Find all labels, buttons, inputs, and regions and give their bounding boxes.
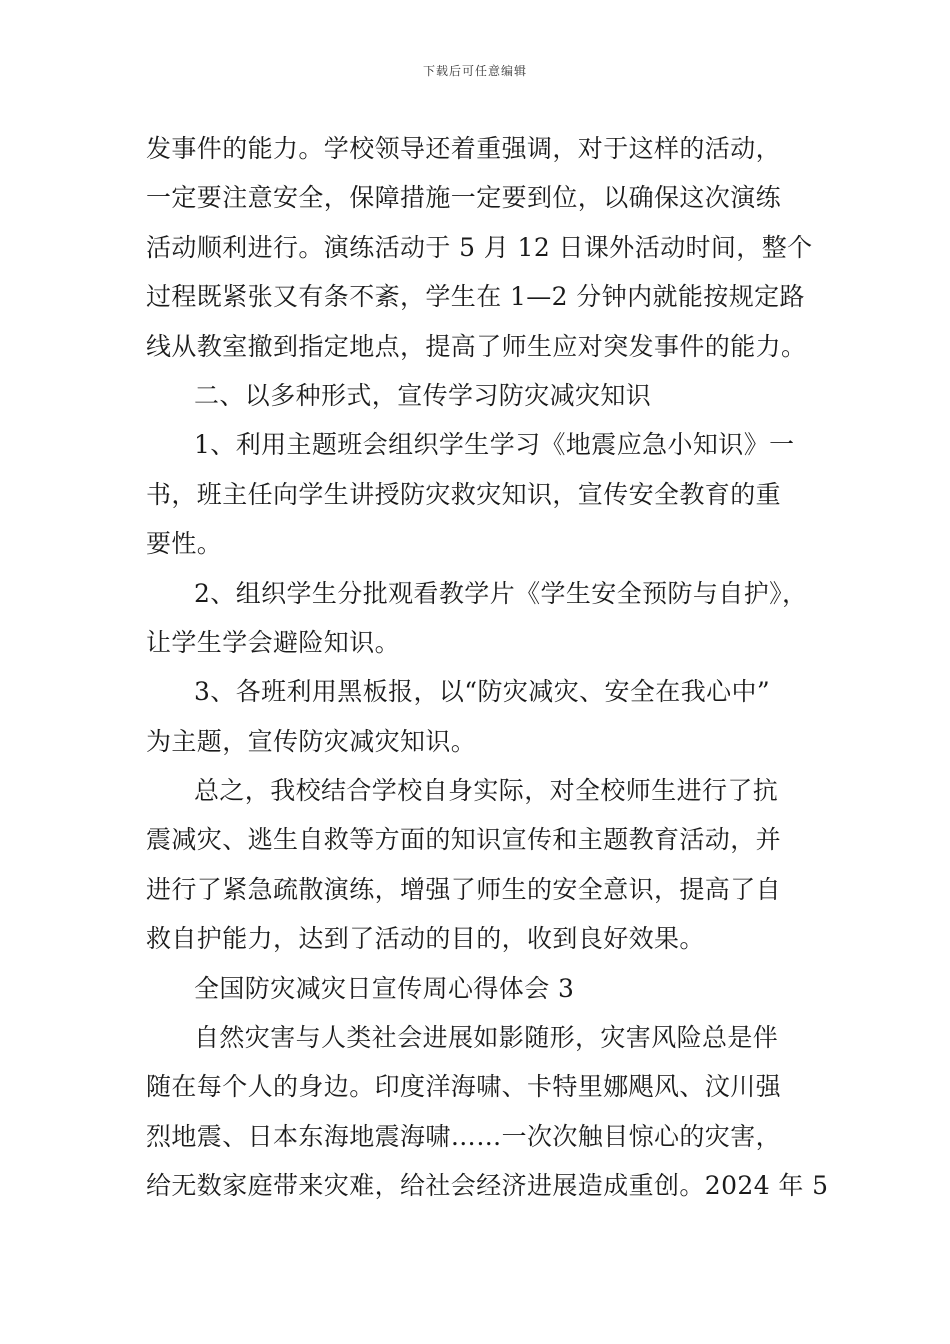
text-line: 给无数家庭带来灾难，给社会经济进展造成重创。2024 年 5 (146, 1171, 829, 1201)
text-line: 发事件的能力。学校领导还着重强调，对于这样的活动， (146, 134, 782, 163)
text-line: 2、组织学生分批观看教学片《学生安全预防与自护》， (194, 578, 808, 608)
text-line: 一定要注意安全，保障措施一定要到位，以确保这次演练 (146, 183, 782, 213)
text-line: 要性。 (146, 529, 223, 559)
text-line: 震减灾、逃生自救等方面的知识宣传和主题教育活动，并 (146, 825, 782, 855)
text-line: 活动顺利进行。演练活动于 5 月 12 日课外活动时间，整个 (146, 232, 813, 262)
text-line: 为主题，宣传防灾减灾知识。 (146, 726, 477, 756)
text-line: 二、以多种形式，宣传学习防灾减灾知识 (194, 380, 652, 410)
text-line: 全国防灾减灾日宣传周心得体会 3 (194, 973, 575, 1003)
document-body (146, 124, 829, 1211)
text-line: 救自护能力，达到了活动的目的，收到良好效果。 (146, 924, 705, 954)
text-line: 烈地震、日本东海地震海啸……一次次触目惊心的灾害， (146, 1121, 782, 1151)
text-line: 让学生学会避险知识。 (146, 627, 401, 657)
page-header: 下载后可任意编辑 (422, 64, 527, 78)
text-line: 自然灾害与人类社会进展如影随形，灾害风险总是伴 (194, 1023, 779, 1053)
text-line: 过程既紧张又有条不紊，学生在 1—2 分钟内就能按规定路 (146, 282, 805, 312)
text-line: 随在每个人的身边。印度洋海啸、卡特里娜飓风、汶川强 (146, 1072, 782, 1102)
text-line: 进行了紧急疏散演练，增强了师生的安全意识，提高了自 (146, 874, 782, 904)
text-line: 线从教室撤到指定地点，提高了师生应对突发事件的能力。 (146, 331, 807, 361)
text-line: 3、各班利用黑板报，以“防灾减灾、安全在我心中” (194, 677, 771, 707)
text-line: 1、利用主题班会组织学生学习《地震应急小知识》一 (194, 430, 795, 460)
text-line: 总之，我校结合学校自身实际，对全校师生进行了抗 (194, 776, 779, 806)
text-line: 书，班主任向学生讲授防灾救灾知识，宣传安全教育的重 (146, 479, 782, 509)
